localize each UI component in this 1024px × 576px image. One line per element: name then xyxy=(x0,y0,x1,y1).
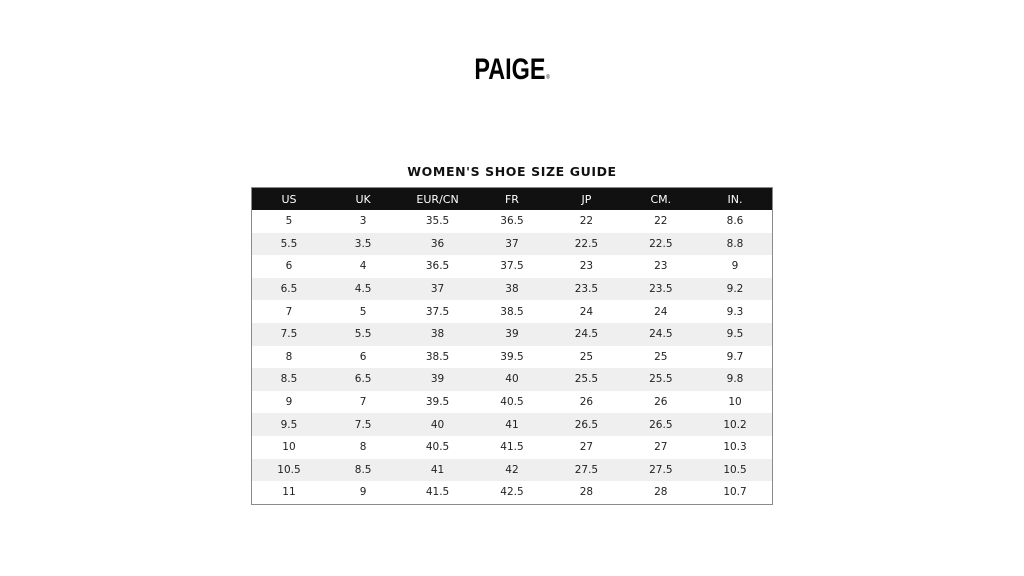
table-cell: 4.5 xyxy=(326,278,400,301)
table-cell: 10.3 xyxy=(698,436,772,459)
table-cell: 22.5 xyxy=(549,233,623,256)
table-cell: 9.5 xyxy=(698,323,772,346)
table-row xyxy=(252,346,773,369)
table-cell: 6.5 xyxy=(252,278,326,301)
table-cell: 39.5 xyxy=(400,391,474,414)
table-cell: 8.8 xyxy=(698,233,772,256)
table-cell: 23.5 xyxy=(624,278,698,301)
table-cell: 40.5 xyxy=(475,391,549,414)
table-cell: 38.5 xyxy=(400,346,474,369)
column-header-eur-cn: EUR/CN xyxy=(400,188,474,211)
size-guide-title: WOMEN'S SHOE SIZE GUIDE xyxy=(407,164,617,179)
table-cell: 9.5 xyxy=(252,413,326,436)
table-row xyxy=(252,255,773,278)
table-cell: 24.5 xyxy=(624,323,698,346)
table-cell: 25.5 xyxy=(624,368,698,391)
column-header-fr: FR xyxy=(475,188,549,211)
table-cell: 5.5 xyxy=(252,233,326,256)
table-cell: 36 xyxy=(400,233,474,256)
table-cell: 39 xyxy=(475,323,549,346)
table-cell: 24 xyxy=(624,300,698,323)
table-cell: 8.6 xyxy=(698,210,772,233)
table-cell: 6.5 xyxy=(326,368,400,391)
table-cell: 42.5 xyxy=(475,481,549,504)
table-cell: 41.5 xyxy=(475,436,549,459)
table-cell: 37 xyxy=(400,278,474,301)
table-row xyxy=(252,368,773,391)
table-cell: 27 xyxy=(624,436,698,459)
table-cell: 5.5 xyxy=(326,323,400,346)
table-cell: 5 xyxy=(252,210,326,233)
table-row xyxy=(252,436,773,459)
table-cell: 7.5 xyxy=(326,413,400,436)
table-cell: 40 xyxy=(400,413,474,436)
size-guide-table xyxy=(251,187,773,505)
column-header-jp: JP xyxy=(549,188,623,211)
table-cell: 8 xyxy=(326,436,400,459)
table-cell: 9 xyxy=(252,391,326,414)
table-cell: 22 xyxy=(624,210,698,233)
table-cell: 36.5 xyxy=(475,210,549,233)
table-cell: 26 xyxy=(624,391,698,414)
table-cell: 10.5 xyxy=(252,459,326,482)
column-header-cm: CM. xyxy=(624,188,698,211)
table-cell: 23 xyxy=(624,255,698,278)
table-cell: 41 xyxy=(400,459,474,482)
table-cell: 25 xyxy=(549,346,623,369)
table-cell: 7 xyxy=(326,391,400,414)
table-cell: 36.5 xyxy=(400,255,474,278)
table-cell: 37.5 xyxy=(475,255,549,278)
table-row xyxy=(252,300,773,323)
column-header-in: IN. xyxy=(698,188,772,211)
table-cell: 25 xyxy=(624,346,698,369)
table-cell: 6 xyxy=(326,346,400,369)
table-cell: 27 xyxy=(549,436,623,459)
table-cell: 24 xyxy=(549,300,623,323)
table-cell: 23.5 xyxy=(549,278,623,301)
column-header-uk: UK xyxy=(326,188,400,211)
table-cell: 8.5 xyxy=(252,368,326,391)
table-cell: 38 xyxy=(475,278,549,301)
table-cell: 28 xyxy=(549,481,623,504)
brand-logo xyxy=(113,52,912,96)
table-cell: 40.5 xyxy=(400,436,474,459)
table-cell: 5 xyxy=(326,300,400,323)
table-cell: 10 xyxy=(698,391,772,414)
table-cell: 41 xyxy=(475,413,549,436)
table-row xyxy=(252,210,773,233)
table-cell: 9.2 xyxy=(698,278,772,301)
table-cell: 28 xyxy=(624,481,698,504)
table-cell: 27.5 xyxy=(549,459,623,482)
table-cell: 3 xyxy=(326,210,400,233)
table-cell: 9.8 xyxy=(698,368,772,391)
table-cell: 9.7 xyxy=(698,346,772,369)
brand-logo-text: PAIGE xyxy=(474,53,546,86)
table-cell: 10.5 xyxy=(698,459,772,482)
table-cell: 6 xyxy=(252,255,326,278)
table-cell: 42 xyxy=(475,459,549,482)
table-cell: 8 xyxy=(252,346,326,369)
table-cell: 26.5 xyxy=(624,413,698,436)
table-row xyxy=(252,413,773,436)
table-cell: 26 xyxy=(549,391,623,414)
table-cell: 37.5 xyxy=(400,300,474,323)
table-cell: 10.2 xyxy=(698,413,772,436)
table-row xyxy=(252,323,773,346)
column-header-us: US xyxy=(252,188,326,211)
table-cell: 24.5 xyxy=(549,323,623,346)
table-cell: 23 xyxy=(549,255,623,278)
table-cell: 35.5 xyxy=(400,210,474,233)
table-cell: 9 xyxy=(326,481,400,504)
header-row xyxy=(252,188,773,211)
table-cell: 22 xyxy=(549,210,623,233)
table-cell: 22.5 xyxy=(624,233,698,256)
table-row xyxy=(252,481,773,504)
table-cell: 39 xyxy=(400,368,474,391)
table-cell: 38 xyxy=(400,323,474,346)
table-row xyxy=(252,391,773,414)
table-cell: 7.5 xyxy=(252,323,326,346)
table-cell: 9.3 xyxy=(698,300,772,323)
size-guide-header xyxy=(252,188,773,211)
table-cell: 41.5 xyxy=(400,481,474,504)
table-cell: 4 xyxy=(326,255,400,278)
table-cell: 38.5 xyxy=(475,300,549,323)
table-cell: 10.7 xyxy=(698,481,772,504)
registered-mark: ® xyxy=(546,75,550,81)
table-cell: 37 xyxy=(475,233,549,256)
table-cell: 8.5 xyxy=(326,459,400,482)
table-row xyxy=(252,459,773,482)
table-cell: 11 xyxy=(252,481,326,504)
table-cell: 25.5 xyxy=(549,368,623,391)
table-cell: 10 xyxy=(252,436,326,459)
table-cell: 26.5 xyxy=(549,413,623,436)
table-cell: 40 xyxy=(475,368,549,391)
table-cell: 3.5 xyxy=(326,233,400,256)
table-cell: 7 xyxy=(252,300,326,323)
table-row xyxy=(252,233,773,256)
table-row xyxy=(252,278,773,301)
table-cell: 39.5 xyxy=(475,346,549,369)
table-cell: 9 xyxy=(698,255,772,278)
size-guide-body xyxy=(252,210,773,504)
table-cell: 27.5 xyxy=(624,459,698,482)
